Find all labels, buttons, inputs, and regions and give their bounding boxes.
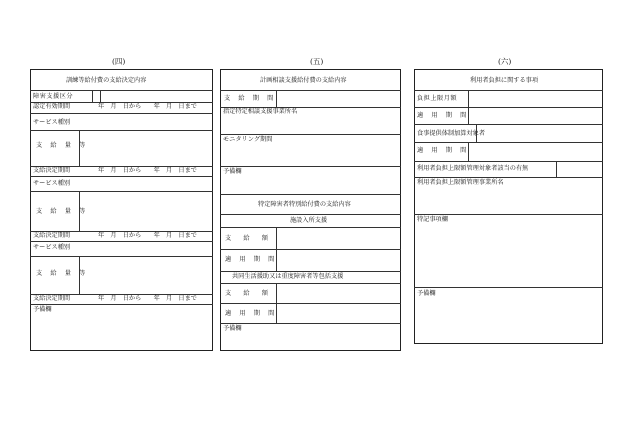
decision-period-label-1: 支給決定期間 <box>33 167 71 174</box>
rule <box>476 124 477 142</box>
rule <box>79 191 80 231</box>
rule <box>30 256 213 257</box>
monitoring-label: モニタリング期間 <box>223 136 273 143</box>
rule <box>30 113 213 114</box>
rule <box>100 90 101 102</box>
cert-period-dates: 年 月 日から 年 月 日まで <box>98 103 197 110</box>
office-name-label: 指定特定相談支援事業所名 <box>223 108 298 115</box>
rule <box>220 194 401 195</box>
rule <box>220 323 401 324</box>
rule <box>30 130 213 131</box>
rule <box>220 166 401 167</box>
rule <box>414 124 603 125</box>
amount-label-2: 支 給 量 等 <box>36 208 87 215</box>
rule <box>220 283 401 284</box>
rule <box>414 177 603 178</box>
decision-period-dates-2: 年 月 日から 年 月 日まで <box>98 232 197 239</box>
decision-period-label-2: 支給決定期間 <box>33 232 71 239</box>
section-5-remarks-2: 予備欄 <box>223 325 242 332</box>
facility-support-label: 施設入所支援 <box>290 217 328 224</box>
section-6-box <box>414 69 603 344</box>
rule <box>79 256 80 294</box>
special-benefit-title: 特定障害者特別給付費の支給内容 <box>258 201 351 208</box>
service-type-label-1: サービス種別 <box>33 119 71 126</box>
applicable-period-label-6b: 適 用 期 間 <box>417 147 468 154</box>
amount-label-b: 支 給 額 <box>225 290 271 297</box>
amount-label-a: 支 給 額 <box>225 235 271 242</box>
applicable-period-label-a: 適 用 期 間 <box>225 256 276 263</box>
rule <box>220 271 401 272</box>
service-type-label-2: サービス種別 <box>33 180 71 187</box>
rule <box>220 90 401 91</box>
decision-period-dates-1: 年 月 日から 年 月 日まで <box>98 167 197 174</box>
rule <box>414 214 603 215</box>
disability-class-label: 障害支援区分 <box>33 93 74 100</box>
cap-mgmt-target-label: 利用者負担上限額管理対象者該当の有無 <box>417 165 529 172</box>
rule <box>414 107 603 108</box>
section-4-header: (四) <box>112 57 126 66</box>
section-5-remarks: 予備欄 <box>223 168 242 175</box>
rule <box>220 134 401 135</box>
rule <box>276 90 277 107</box>
rule <box>92 90 93 102</box>
section-5-header: (五) <box>310 57 324 66</box>
rule <box>414 161 603 162</box>
decision-period-dates-3: 年 月 日から 年 月 日まで <box>98 295 197 302</box>
rule <box>414 142 603 143</box>
rule <box>30 191 213 192</box>
group-home-label: 共同生活援助又は重度障害者等包括支援 <box>232 273 344 280</box>
rule <box>30 90 213 91</box>
rule <box>79 130 80 166</box>
section-4-remarks: 予備欄 <box>33 306 52 313</box>
section-6-header: (六) <box>498 57 512 66</box>
cap-mgmt-office-label: 利用者負担上限額管理事業所名 <box>417 179 504 186</box>
applicable-period-label-b: 適 用 期 間 <box>225 310 276 317</box>
decision-period-label-3: 支給決定期間 <box>33 295 71 302</box>
amount-label-3: 支 給 量 等 <box>36 270 87 277</box>
service-type-label-3: サービス種別 <box>33 244 71 251</box>
rule <box>556 161 557 177</box>
rule <box>220 303 401 304</box>
cert-period-label: 認定有効期間 <box>33 103 71 110</box>
rule <box>468 142 469 161</box>
meal-subsidy-label: 食事提供体制加算対象者 <box>417 130 486 137</box>
rule <box>30 176 213 177</box>
special-notes-label: 特記事項欄 <box>417 216 448 223</box>
rule <box>220 249 401 250</box>
rule <box>414 90 603 91</box>
support-period-label: 支 給 期 間 <box>224 95 275 102</box>
section-5-title: 計画相談支援給付費の支給内容 <box>260 77 347 84</box>
rule <box>414 287 603 288</box>
monthly-cap-label: 負担上限月額 <box>417 95 458 102</box>
amount-label-1: 支 給 量 等 <box>36 142 87 149</box>
rule <box>30 241 213 242</box>
rule <box>30 304 213 305</box>
applicable-period-label-6a: 適 用 期 間 <box>417 112 468 119</box>
rule <box>220 227 401 228</box>
section-6-remarks: 予備欄 <box>417 290 436 297</box>
section-6-title: 利用者負担に関する事項 <box>470 77 539 84</box>
section-4-title: 訓練等給付費の支給決定内容 <box>66 77 147 84</box>
rule <box>220 214 401 215</box>
